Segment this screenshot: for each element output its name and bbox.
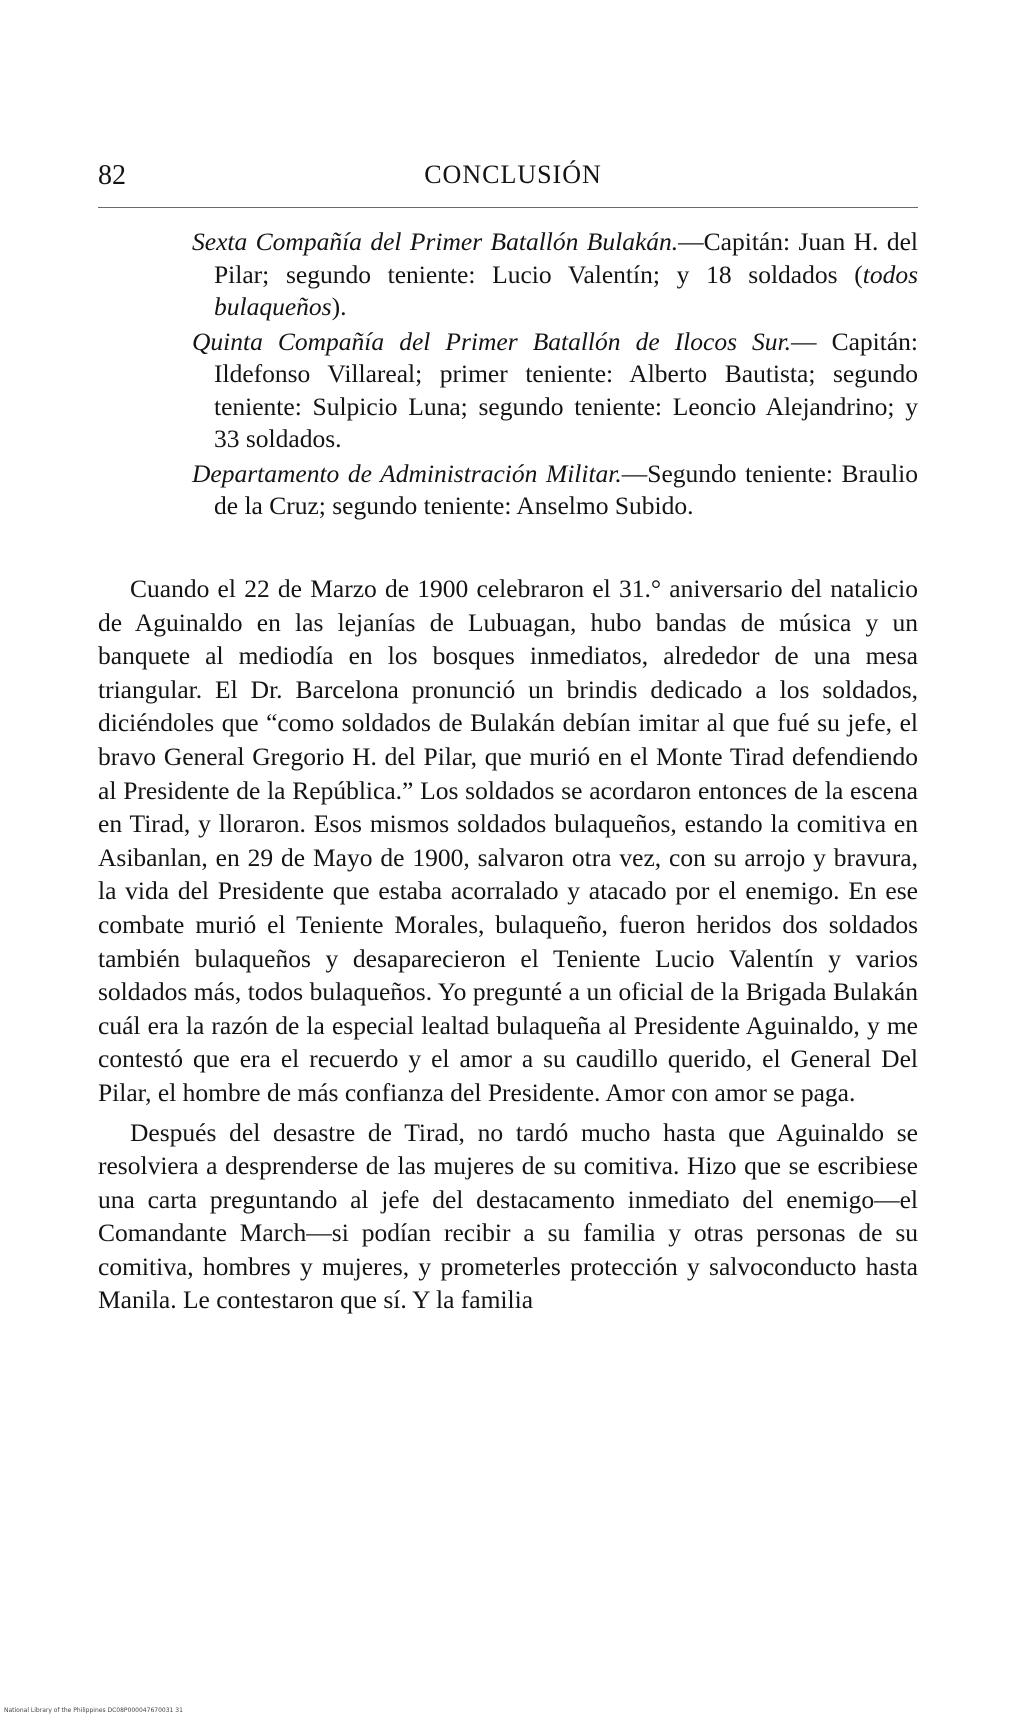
page-number: 82	[98, 160, 126, 191]
paragraph: Cuando el 22 de Marzo de 1900 celebraron el 31.° aniversario del natalicio de Aguinaldo en las lejanías de Lubuagan, hubo bandas de música y un banquete al mediodía en los bosques inmediatos, alrededor de una mesa triangular. El Dr. Barcelona pronunció un brindis dedicado a los soldados, diciéndoles que “como soldados de Bulakán debían imitar al que fué su jefe, el bravo General Gregorio H. del Pilar, que murió en el Monte Tirad defendiendo al Presidente de la República.” Los soldados se acordaron entonces de la escena en Tirad, y lloraron. Esos mismos soldados bulaqueños, estando la comitiva en Asibanlan, en 29 de Mayo de 1900, salvaron otra vez, con su arrojo y bravura, la vida del Presidente que estaba acorralado y atacado por el enemigo. En ese combate murió el Teniente Morales, bulaqueño, fueron heridos dos soldados también bulaqueños y desaparecieron el Teniente Lucio Valentín y varios soldados más, todos bulaqueños. Yo pregunté a un oficial de la Brigada Bulakán cuál era la razón de la especial lealtad bulaqueña al Presidente Aguinaldo, y me contestó que era el recuerdo y el amor a su caudillo querido, el General Del Pilar, el hombre de más confianza del Presidente. Amor con amor se paga.	[98, 574, 918, 1107]
unit-entry	[192, 326, 918, 456]
body-text	[98, 572, 918, 1323]
header-rule	[98, 207, 918, 208]
unit-name: Departamento de Administración Militar.	[192, 458, 622, 488]
scan-footer: National Library of the Philippines DC08P000047670031 31	[4, 1707, 183, 1714]
unit-entry	[192, 226, 918, 324]
unit-name: Quinta Compañía del Primer Batallón de Ilocos Sur.	[192, 326, 792, 356]
unit-list	[192, 226, 918, 525]
unit-entry	[192, 458, 918, 523]
unit-note: todos bulaqueños	[214, 259, 918, 321]
paragraph: Después del desastre de Tirad, no tardó mucho hasta que Aguinaldo se resolviera a desprenderse de las mujeres de su comitiva. Hizo que se escribiese una carta preguntando al jefe del destacamento inmediato del enemigo—el Comandante March—si podían recibir a su familia y otras personas de su comitiva, hombres y mujeres, y prometerles protección y salvoconducto hasta Manila. Le contestaron que sí. Y la familia	[98, 1117, 918, 1315]
unit-details: —Capitán: Juan H. del Pilar; segundo teniente: Lucio Valentín; y 18 soldados (	[214, 227, 918, 289]
unit-details: — Capitán: Ildefonso Villareal; primer teniente: Alberto Bautista; segundo teniente: Sulpicio Luna; segundo teniente: Leoncio Alejandrino; y 33 soldados.	[214, 326, 918, 453]
unit-name: Sexta Compañía del Primer Batallón Bulakán.	[192, 227, 679, 256]
unit-details-tail: ).	[331, 292, 347, 321]
unit-details: —Segundo teniente: Braulio de la Cruz; segundo teniente: Anselmo Subido.	[214, 458, 919, 520]
running-title: CONCLUSIÓN	[424, 160, 602, 189]
